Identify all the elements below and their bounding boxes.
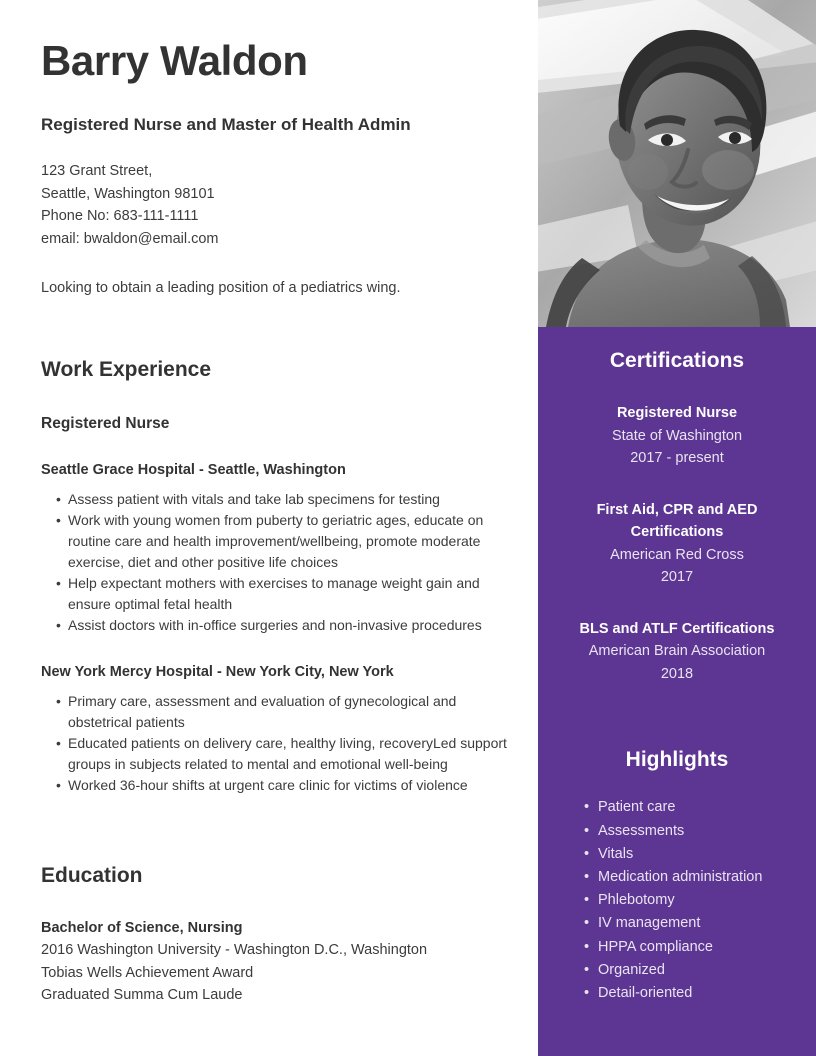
list-item: • IV management (554, 912, 800, 935)
list-item: • HPPA compliance (554, 936, 800, 959)
certification-item (554, 499, 800, 589)
professional-title: Registered Nurse and Master of Health Admin (41, 115, 411, 135)
list-item: • Worked 36-hour shifts at urgent care clinic for victims of violence (41, 775, 508, 796)
education-detail-line: Graduated Summa Cum Laude (41, 987, 243, 1004)
sidebar (538, 0, 816, 1056)
certification-item (554, 402, 800, 470)
list-item: • Detail-oriented (554, 982, 800, 1005)
education-detail-line: Tobias Wells Achievement Award (41, 964, 254, 981)
page-title: Barry Waldon (41, 37, 308, 84)
list-item: • Vitals (554, 843, 800, 866)
certification-name: Registered Nurse (616, 405, 738, 422)
certification-name: First Aid, CPR and AED Certifications (596, 501, 758, 541)
list-item: • Assess patient with vitals and take lab specimens for testing (41, 489, 508, 510)
certification-organization: American Brain Association (588, 643, 766, 660)
list-item: • Assessments (554, 820, 800, 843)
role-title: Registered Nurse (41, 415, 170, 433)
list-item: • Work with young women from puberty to geriatric ages, educate on routine care and health improvement/wellbeing, promote moderate exercise, diet and other positive life choices (41, 510, 508, 573)
contact-street: 123 Grant Street, (41, 163, 153, 180)
list-item: • Help expectant mothers with exercises to manage weight gain and ensure optimal fetal health (41, 573, 508, 615)
section-heading-education: Education (41, 864, 143, 888)
certification-organization: American Red Cross (610, 546, 744, 563)
section-heading-work-experience: Work Experience (41, 358, 212, 382)
portrait-photo-image (538, 0, 816, 327)
certification-organization: State of Washington (611, 427, 743, 444)
highlights-list (554, 796, 800, 1005)
list-item: • Patient care (554, 796, 800, 819)
certification-year: 2018 (660, 665, 694, 682)
duties-list (41, 691, 508, 796)
employer-name: Seattle Grace Hospital - Seattle, Washington (41, 462, 346, 479)
section-heading-certifications: Certifications (609, 349, 745, 372)
list-item: • Medication administration (554, 866, 800, 889)
list-item: • Educated patients on delivery care, healthy living, recoveryLed support groups in subjects related to mental and emotional well-being (41, 733, 508, 775)
education-details (41, 939, 508, 1007)
employer-name: New York Mercy Hospital - New York City, New York (41, 664, 394, 681)
sidebar-content (538, 348, 816, 1005)
list-item: • Organized (554, 959, 800, 982)
certification-item (554, 618, 800, 686)
certification-name: BLS and ATLF Certifications (579, 620, 775, 637)
objective-statement: Looking to obtain a leading position of a pediatrics wing. (41, 280, 401, 297)
list-item: • Assist doctors with in-office surgeries and non-invasive procedures (41, 615, 508, 636)
certification-year: 2017 (660, 569, 694, 586)
list-item: • Primary care, assessment and evaluation of gynecological and obstetrical patients (41, 691, 508, 733)
degree-title: Bachelor of Science, Nursing (41, 920, 243, 937)
certification-year: 2017 - present (630, 450, 724, 467)
education-detail-line: 2016 Washington University - Washington D.C., Washington (41, 942, 428, 959)
contact-block (41, 160, 508, 250)
contact-email: email: bwaldon@email.com (41, 230, 219, 247)
contact-phone: Phone No: 683-111-1111 (41, 208, 199, 225)
list-item: • Phlebotomy (554, 889, 800, 912)
section-heading-highlights: Highlights (625, 748, 729, 772)
contact-city-state-zip: Seattle, Washington 98101 (41, 185, 215, 202)
duties-list (41, 489, 508, 636)
portrait-photo (538, 0, 816, 327)
